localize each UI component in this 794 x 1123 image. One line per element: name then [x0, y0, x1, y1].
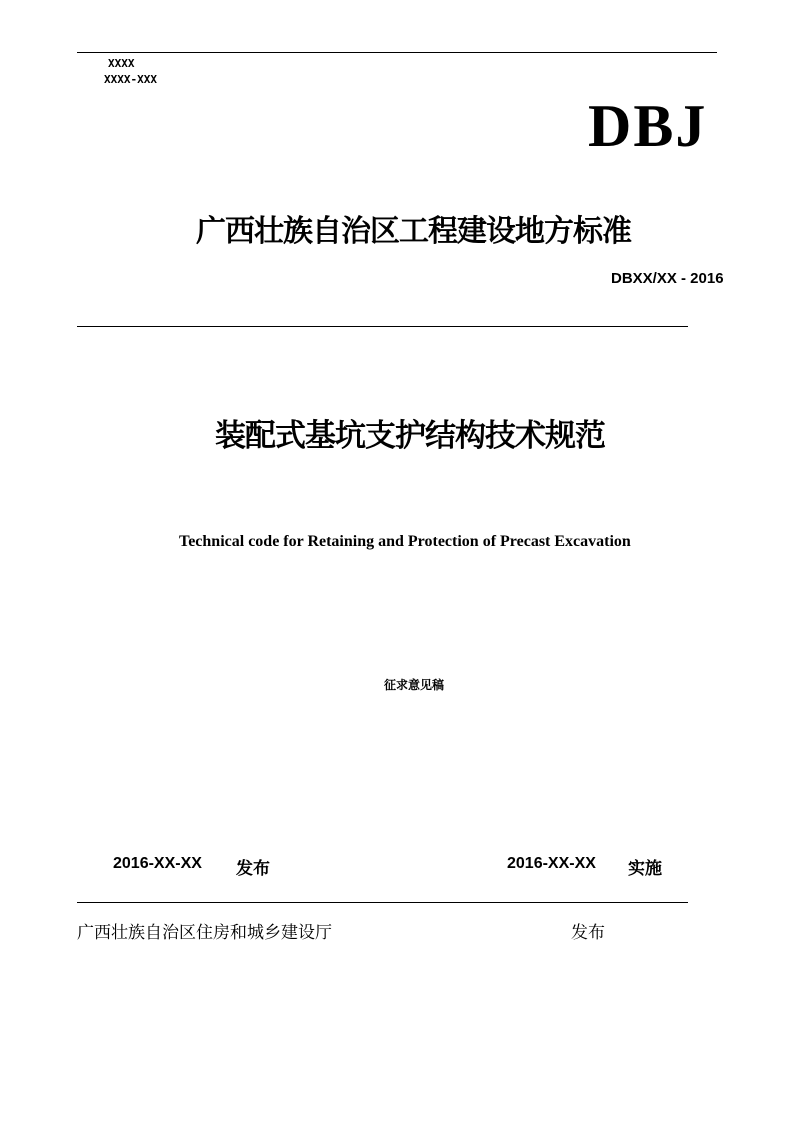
classification-code: XXXX	[108, 57, 135, 70]
standard-category-title: 广西壮族自治区工程建设地方标准	[196, 214, 631, 249]
issuer-name: 广西壮族自治区住房和城乡建设厅	[77, 923, 332, 943]
series-mark: DBJ	[588, 93, 708, 159]
top-rule	[77, 52, 717, 53]
draft-status: 征求意见稿	[384, 678, 445, 692]
title-chinese: 装配式基坑支护结构技术规范	[215, 418, 605, 454]
title-english: Technical code for Retaining and Protection of Precast Excavation	[179, 533, 631, 550]
publish-label: 发布	[236, 859, 270, 879]
implement-date: 2016-XX-XX	[507, 855, 596, 872]
record-number: XXXX-XXX	[104, 73, 157, 86]
header-divider	[77, 326, 688, 327]
publish-date: 2016-XX-XX	[113, 855, 202, 872]
standard-number: DBXX/XX - 2016	[611, 270, 724, 287]
footer-divider	[77, 902, 688, 903]
issuer-action: 发布	[571, 923, 605, 943]
implement-label: 实施	[628, 859, 662, 879]
